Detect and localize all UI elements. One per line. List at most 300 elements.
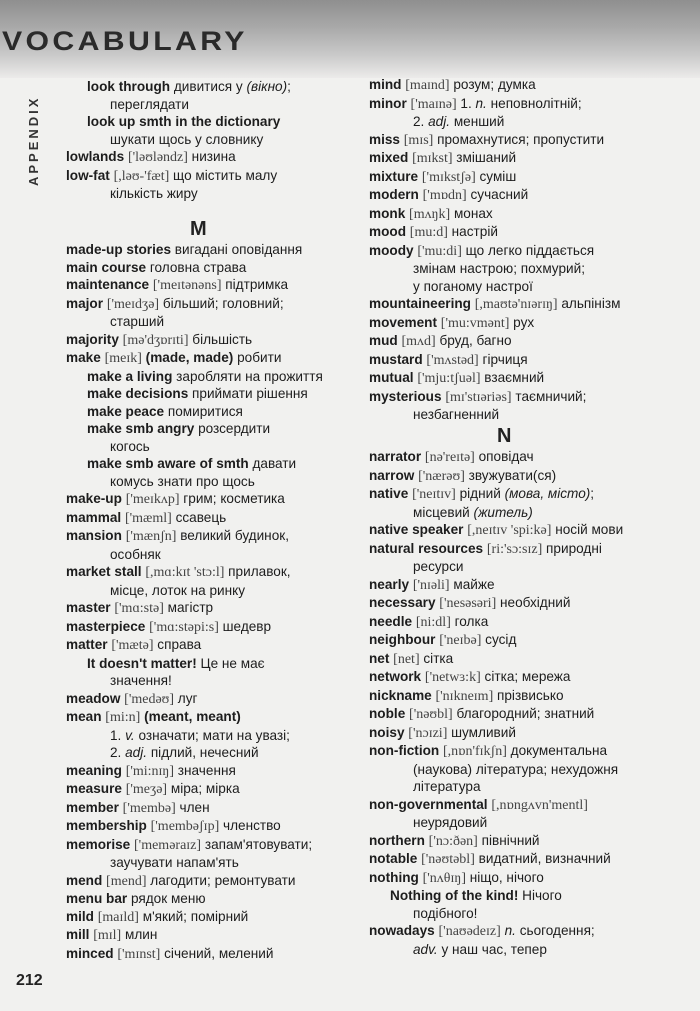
dictionary-entry <box>66 817 323 836</box>
dictionary-entry <box>369 186 620 205</box>
dictionary-entry <box>369 223 620 242</box>
note: (вікно) <box>246 79 288 94</box>
note: (мова, місто) <box>504 486 591 501</box>
phonetic: ['nəʊtəbl] <box>421 852 475 867</box>
translation: сусід <box>481 632 517 647</box>
translation: промахнутися; пропустити <box>433 131 605 147</box>
section-label: APPENDIX <box>26 95 41 186</box>
phonetic: ['mɪkstʃə] <box>421 169 476 185</box>
translation: переглядати <box>110 96 190 112</box>
phonetic: [,nɒngʌvn'mentl] <box>491 797 588 813</box>
headword: mammal <box>66 509 122 525</box>
translation: документальна <box>506 743 608 758</box>
entry-continuation <box>369 778 623 796</box>
phonetic: ['nɪkneɪm] <box>435 688 494 704</box>
headword: mild <box>66 908 94 924</box>
right-top-entries <box>369 76 620 424</box>
translation: луг <box>174 690 198 706</box>
headword: noisy <box>369 724 405 740</box>
headword: mustard <box>369 351 423 367</box>
translation: міра; мірка <box>167 781 240 796</box>
translation: запам'ятовувати; <box>201 836 313 852</box>
headword: miss <box>369 131 400 147</box>
note: (житель) <box>473 504 533 520</box>
phonetic: [mend] <box>106 873 147 889</box>
phonetic: ['naʊədeɪz] <box>438 924 501 939</box>
headword: memorise <box>66 836 131 852</box>
dictionary-entry <box>66 276 323 295</box>
translation: рідний <box>455 486 505 501</box>
phonetic: [mɪkst] <box>412 151 453 166</box>
headword: northern <box>369 832 425 848</box>
translation: розум; думка <box>449 77 536 92</box>
left-top-entries <box>66 78 291 203</box>
headword: natural resources <box>369 540 484 556</box>
translation: кількість жиру <box>110 186 198 201</box>
dictionary-entry <box>369 467 623 486</box>
phonetic: ['medəʊ] <box>124 691 175 707</box>
phonetic: [mɪl] <box>93 928 122 943</box>
translation: носій мови <box>551 522 624 537</box>
dictionary-entry <box>369 576 623 595</box>
phonetic: ['meɪkʌp] <box>125 492 180 507</box>
translation: особняк <box>110 546 161 562</box>
phonetic: ['nɔɪzi] <box>408 725 448 741</box>
phonetic: [,nɒn'fɪkʃn] <box>443 744 507 759</box>
headword: make decisions <box>87 386 189 401</box>
phrase-entry <box>66 420 323 438</box>
phrase-entry <box>66 78 291 96</box>
translation: настрій <box>447 224 498 239</box>
headword: member <box>66 799 119 815</box>
entry-continuation <box>369 113 620 131</box>
dictionary-entry <box>66 295 323 314</box>
dictionary-entry <box>66 799 323 818</box>
dictionary-entry <box>369 295 620 314</box>
phonetic: ['nəʊbl] <box>409 707 453 722</box>
translation: підлий, нечесний <box>147 745 259 760</box>
translation: північний <box>477 832 540 848</box>
phonetic: [mi:n] <box>105 710 141 725</box>
headword: make-up <box>66 491 122 506</box>
dictionary-entry <box>369 95 620 114</box>
headword: make <box>66 350 101 365</box>
translation: вигадані оповідання <box>171 242 303 257</box>
phonetic: [,maʊtə'nɪərɪŋ] <box>474 297 558 312</box>
dictionary-entry <box>66 349 323 368</box>
dictionary-entry <box>66 259 323 277</box>
headword: masterpiece <box>66 618 146 634</box>
headword: minor <box>369 95 407 111</box>
translation: справа <box>153 637 202 652</box>
dictionary-entry <box>66 509 323 528</box>
entry-continuation <box>369 260 620 278</box>
phonetic: ['mi:nɪŋ] <box>125 763 175 779</box>
translation: природні <box>542 540 602 556</box>
entry-continuation <box>66 727 323 745</box>
headword: meadow <box>66 690 121 706</box>
phonetic: ['mæml] <box>124 510 172 526</box>
phonetic: ['mu:di] <box>417 243 462 259</box>
letter-heading-m: M <box>190 218 207 240</box>
dictionary-entry <box>369 705 623 724</box>
page-number: 212 <box>16 972 43 989</box>
dictionary-entry <box>369 332 620 351</box>
translation: 1. <box>456 95 476 111</box>
phonetic: ['meʒə] <box>125 782 168 797</box>
dictionary-entry <box>369 613 623 632</box>
translation: таємничий; <box>511 388 587 404</box>
phonetic: ['meɪtənəns] <box>152 278 222 293</box>
headword: made-up stories <box>66 242 171 257</box>
headword: main course <box>66 259 147 275</box>
phonetic: [mʌŋk] <box>409 206 451 222</box>
translation: грим; косметика <box>179 491 285 506</box>
translation: помиритися <box>164 403 243 419</box>
headword: necessary <box>369 595 436 610</box>
headword: needle <box>369 613 413 629</box>
translation: оповідач <box>474 449 534 464</box>
entry-continuation <box>66 582 323 600</box>
translation: розсердити <box>194 421 271 436</box>
phonetic: [mu:d] <box>409 225 448 240</box>
dictionary-entry <box>369 131 620 150</box>
entry-continuation <box>66 96 291 114</box>
headword: mean <box>66 709 102 724</box>
translation: робити <box>233 350 282 365</box>
translation: голка <box>450 613 489 629</box>
dictionary-entry <box>66 908 323 927</box>
headword: mixed <box>369 150 409 165</box>
translation: підтримка <box>221 277 289 292</box>
phonetic: [,neɪtɪv 'spi:kə] <box>467 523 552 538</box>
dictionary-entry <box>369 168 620 187</box>
translation: членство <box>219 818 281 833</box>
phonetic: [maɪnd] <box>405 78 450 93</box>
note: adj. <box>125 745 148 760</box>
translation: бруд, багно <box>435 333 512 348</box>
dictionary-entry <box>369 76 620 95</box>
translation: більшість <box>188 331 253 347</box>
phrase-entry <box>66 655 323 673</box>
headword: master <box>66 600 111 615</box>
translation: 2. <box>110 745 126 760</box>
headword: maintenance <box>66 277 150 292</box>
dictionary-entry <box>369 351 620 370</box>
translation: значення! <box>110 673 172 688</box>
dictionary-entry <box>369 388 620 407</box>
phonetic: ['mʌstəd] <box>426 352 479 368</box>
dictionary-entry <box>369 668 623 687</box>
translation: (наукова) література; нехудожня <box>413 761 619 777</box>
headword: make smb aware of smth <box>87 456 249 471</box>
headword: mill <box>66 927 90 942</box>
entry-continuation <box>369 504 623 522</box>
translation: що легко піддається <box>461 242 595 258</box>
translation: видатний, визначний <box>474 851 611 866</box>
phonetic: [net] <box>393 651 420 667</box>
phonetic: ['membə] <box>122 800 176 816</box>
phonetic: ['nɪəli] <box>412 577 450 593</box>
headword: native <box>369 486 409 501</box>
headword: make peace <box>87 403 165 419</box>
phonetic: ['meɪdʒə] <box>106 296 160 312</box>
headword: mixture <box>369 168 419 184</box>
entry-continuation <box>66 672 323 690</box>
headword: notable <box>369 851 418 866</box>
phonetic: ['mænʃn] <box>125 529 177 544</box>
translation: Це не має <box>196 655 265 671</box>
translation: подібного! <box>413 905 478 921</box>
headword: mend <box>66 872 103 888</box>
dictionary-entry <box>369 650 623 669</box>
note: adv. <box>413 941 438 957</box>
headword: minced <box>66 945 114 961</box>
translation: місце, лоток на ринку <box>110 582 246 598</box>
translation: сітка <box>419 650 454 666</box>
entry-continuation <box>369 761 623 779</box>
dictionary-entry <box>369 687 623 706</box>
dictionary-entry <box>369 742 623 761</box>
phonetic: ['mɑ:stə] <box>114 601 164 616</box>
translation: звужувати(ся) <box>464 467 557 483</box>
note: n. <box>475 95 487 111</box>
phrase-entry <box>66 403 323 421</box>
dictionary-entry <box>369 369 620 388</box>
translation: альпінізм <box>557 296 621 311</box>
entry-continuation <box>66 854 323 872</box>
translation: більший; головний; <box>159 295 284 311</box>
translation: майже <box>449 576 495 592</box>
translation: шумливий <box>447 724 516 740</box>
headword: non-fiction <box>369 743 440 758</box>
phrase-entry <box>66 368 323 386</box>
entry-continuation <box>66 744 323 762</box>
translation: головна страва <box>146 259 247 275</box>
headword: make smb angry <box>87 421 195 436</box>
headword: Nothing of the kind! <box>390 888 519 903</box>
translation: м'який; помірний <box>138 908 249 924</box>
phrase-entry <box>66 113 291 131</box>
headword: majority <box>66 331 119 347</box>
translation: член <box>175 799 210 815</box>
translation: місцевий <box>413 504 474 520</box>
phonetic: [nə'reɪtə] <box>424 450 475 465</box>
translation: благородний; знатний <box>452 706 595 721</box>
translation: когось <box>110 438 150 454</box>
entry-continuation <box>66 131 291 149</box>
phonetic: [ni:dl] <box>415 614 451 630</box>
translation: рядок меню <box>127 891 206 906</box>
headword: membership <box>66 818 147 833</box>
translation: ; <box>590 486 595 501</box>
translation: у наш час, тепер <box>437 941 547 957</box>
headword: mountaineering <box>369 296 471 311</box>
entry-continuation <box>66 185 291 203</box>
headword: mansion <box>66 528 122 543</box>
translation: незбагненний <box>413 407 500 422</box>
dictionary-entry <box>369 869 623 888</box>
phonetic: ['ləʊləndz] <box>127 150 188 165</box>
translation: старший <box>110 314 165 329</box>
translation: ресурси <box>413 559 464 574</box>
phrase-entry <box>66 385 323 403</box>
headword: look up smth in the dictionary <box>87 114 281 129</box>
letter-heading-n: N <box>497 425 512 447</box>
dictionary-entry <box>369 540 623 559</box>
headword: narrow <box>369 467 415 483</box>
dictionary-entry <box>369 205 620 224</box>
headword: moody <box>369 242 414 258</box>
translation: необхідний <box>496 595 571 610</box>
headword: movement <box>369 314 437 330</box>
dictionary-entry <box>369 850 623 869</box>
translation: гірчиця <box>478 351 528 367</box>
phonetic: ['maɪnə] <box>410 96 457 112</box>
translation: заробляти на прожиття <box>172 368 323 384</box>
translation: шукати щось у словнику <box>110 131 264 147</box>
phonetic: ['mætə] <box>111 638 154 653</box>
phonetic: ['nʌθɪŋ] <box>422 870 466 886</box>
headword: net <box>369 650 390 666</box>
dictionary-entry <box>66 762 323 781</box>
translation: заучувати напам'ять <box>110 855 239 870</box>
phonetic: ['nɔ:ðən] <box>428 833 478 849</box>
note: v. <box>125 727 135 743</box>
translation: неповнолітній; <box>486 95 582 111</box>
headword: noble <box>369 706 406 721</box>
dictionary-entry <box>66 890 323 908</box>
headword: non-governmental <box>369 796 488 812</box>
dictionary-entry <box>66 241 323 259</box>
translation: магістр <box>163 600 214 615</box>
headword: mysterious <box>369 388 442 404</box>
headword: neighbour <box>369 632 436 647</box>
phonetic: [,ləʊ-'fæt] <box>113 168 170 184</box>
dictionary-entry <box>66 780 323 799</box>
dictionary-entry <box>369 448 623 467</box>
headword: lowlands <box>66 149 125 164</box>
dictionary-entry <box>66 872 323 891</box>
headword: (made, made) <box>145 350 234 365</box>
dictionary-entry <box>369 594 623 613</box>
phonetic: ['mɒdn] <box>422 188 467 203</box>
translation: приймати рішення <box>188 386 308 401</box>
note: n. <box>504 923 516 938</box>
dictionary-entry <box>66 563 323 582</box>
phonetic: ['mɪnst] <box>117 946 161 962</box>
entry-continuation <box>369 406 620 424</box>
translation: сітка; мережа <box>480 669 571 684</box>
dictionary-entry <box>369 724 623 743</box>
headword: nickname <box>369 687 432 703</box>
phonetic: ['nærəʊ] <box>418 468 465 484</box>
dictionary-entry <box>369 314 620 333</box>
translation: шедевр <box>218 618 272 634</box>
translation: ссавець <box>171 509 227 525</box>
phonetic: [ri:'sɔ:sɪz] <box>486 541 543 557</box>
dictionary-entry <box>66 167 291 186</box>
headword: meaning <box>66 762 122 778</box>
translation: у поганому настрої <box>413 278 533 294</box>
right-n-entries <box>369 448 623 958</box>
headword: make a living <box>87 368 173 384</box>
translation: рух <box>509 314 535 330</box>
dictionary-entry <box>66 618 323 637</box>
headword: nearly <box>369 576 410 592</box>
headword: modern <box>369 187 419 202</box>
dictionary-entry <box>66 599 323 618</box>
phonetic: ['netwɜ:k] <box>424 670 481 685</box>
headword: menu bar <box>66 891 128 906</box>
translation: лагодити; ремонтувати <box>146 872 296 888</box>
dictionary-entry <box>369 922 623 941</box>
translation: сучасний <box>466 187 529 202</box>
translation: 1. <box>110 727 126 743</box>
dictionary-entry <box>369 485 623 504</box>
headword: (meant, meant) <box>144 709 241 724</box>
dictionary-entry <box>66 490 323 509</box>
phonetic: [mɪs] <box>403 132 434 148</box>
entry-continuation <box>66 473 323 491</box>
headword: nowadays <box>369 923 435 938</box>
translation: млин <box>121 927 158 942</box>
entry-continuation <box>66 313 323 331</box>
translation: давати <box>248 456 297 471</box>
headword: matter <box>66 637 108 652</box>
headword: mind <box>369 77 402 92</box>
entry-continuation <box>369 558 623 576</box>
translation: література <box>413 779 481 794</box>
dictionary-entry <box>66 926 323 945</box>
translation: прилавок, <box>224 564 291 579</box>
dictionary-entry <box>369 796 623 815</box>
phonetic: [mʌd] <box>401 334 436 349</box>
headword: narrator <box>369 449 422 464</box>
dictionary-entry <box>369 832 623 851</box>
dictionary-entry <box>369 242 620 261</box>
translation: означати; мати на увазі; <box>134 727 290 743</box>
translation: 2. <box>413 114 429 129</box>
translation: неурядовий <box>413 815 488 830</box>
translation: січений, мелений <box>160 945 274 961</box>
dictionary-entry <box>66 945 323 964</box>
headword: look through <box>87 79 171 94</box>
headword: network <box>369 669 422 684</box>
dictionary-entry <box>66 836 323 855</box>
entry-continuation <box>369 814 623 832</box>
dictionary-entry <box>369 631 623 650</box>
note: adj. <box>428 114 451 129</box>
phonetic: [mə'dʒɒrɪti] <box>122 332 189 348</box>
dictionary-entry <box>369 149 620 168</box>
translation: що містить малу <box>169 167 278 183</box>
translation: змінам настрою; похмурий; <box>413 261 585 276</box>
translation: змішаний <box>452 150 517 165</box>
dictionary-entry <box>66 690 323 709</box>
translation: дивитися у <box>170 79 247 94</box>
header-band <box>0 0 700 78</box>
headword: mood <box>369 224 406 239</box>
translation: значення <box>174 762 236 778</box>
headword: monk <box>369 205 406 221</box>
phonetic: ['neɪtɪv] <box>412 487 456 502</box>
phonetic: ['mju:tʃuəl] <box>417 371 481 386</box>
dictionary-entry <box>66 708 323 727</box>
phrase-entry <box>66 455 323 473</box>
headword: market stall <box>66 564 142 579</box>
headword: mutual <box>369 370 414 385</box>
